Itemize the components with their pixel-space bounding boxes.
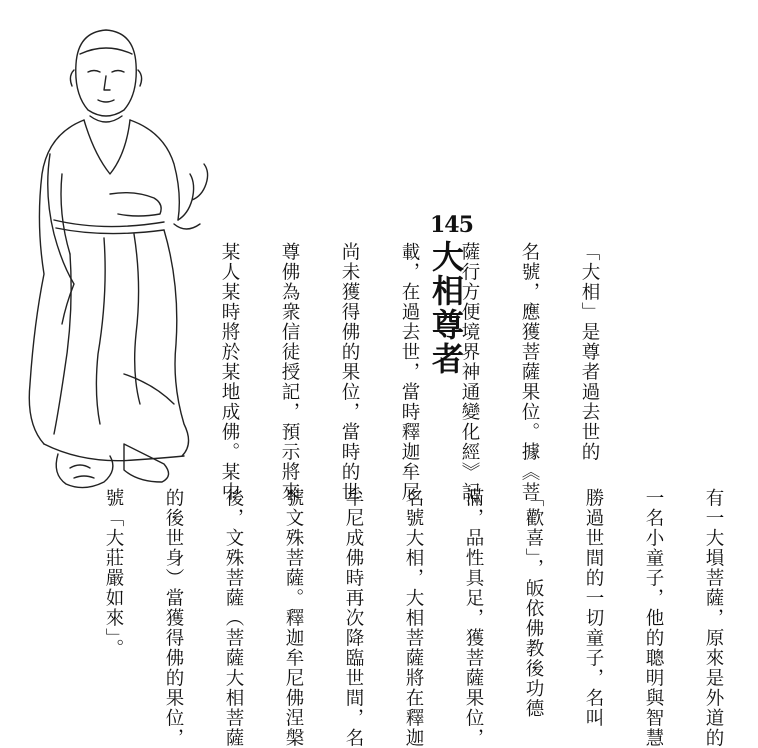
text-column: 後，文殊菩薩（菩薩大相菩薩	[223, 488, 244, 748]
text-column: 一名小童子，他的聰明與智慧	[643, 488, 664, 748]
text-column: 薩行方便境界神通變化經》記	[459, 242, 480, 502]
entry-number: 145	[430, 212, 473, 238]
text-column: 有一大塤菩薩，原來是外道的	[703, 488, 724, 748]
text-column: 滿，品性具足，獲菩薩果位，	[463, 488, 484, 748]
arhat-figure-icon	[14, 24, 224, 494]
text-column: 載，在過去世，當時釋迦牟尼	[399, 242, 420, 502]
text-column: 牟尼成佛時再次降臨世間，名	[343, 488, 364, 748]
text-column: 號「大莊嚴如來」。	[103, 488, 124, 659]
text-column: 「大相」是尊者過去世的	[579, 242, 600, 462]
text-column: 名號，應獲菩薩果位。據《菩	[519, 242, 540, 502]
text-column: 的後世身）當獲得佛的果位，	[163, 488, 184, 748]
upper-text-block	[214, 242, 634, 512]
text-column: 勝過世間的一切童子，名叫	[583, 488, 604, 728]
entry-title: 大相尊者	[427, 240, 465, 376]
text-column: 「歡喜」，皈依佛教後功德	[523, 488, 544, 719]
text-column: 尊佛為衆信徒授記，預示將來	[279, 242, 300, 502]
text-column: 名號大相，大相菩薩將在釋迦	[403, 488, 424, 748]
text-column: 某人某時將於某地成佛。某中	[219, 242, 240, 502]
lower-text-block	[98, 488, 758, 748]
text-column: 尚未獲得佛的果位，當時的世	[339, 242, 360, 502]
arhat-figure-illustration	[14, 24, 224, 494]
text-column: 號文殊菩薩。釋迦牟尼佛涅槃	[283, 488, 304, 748]
